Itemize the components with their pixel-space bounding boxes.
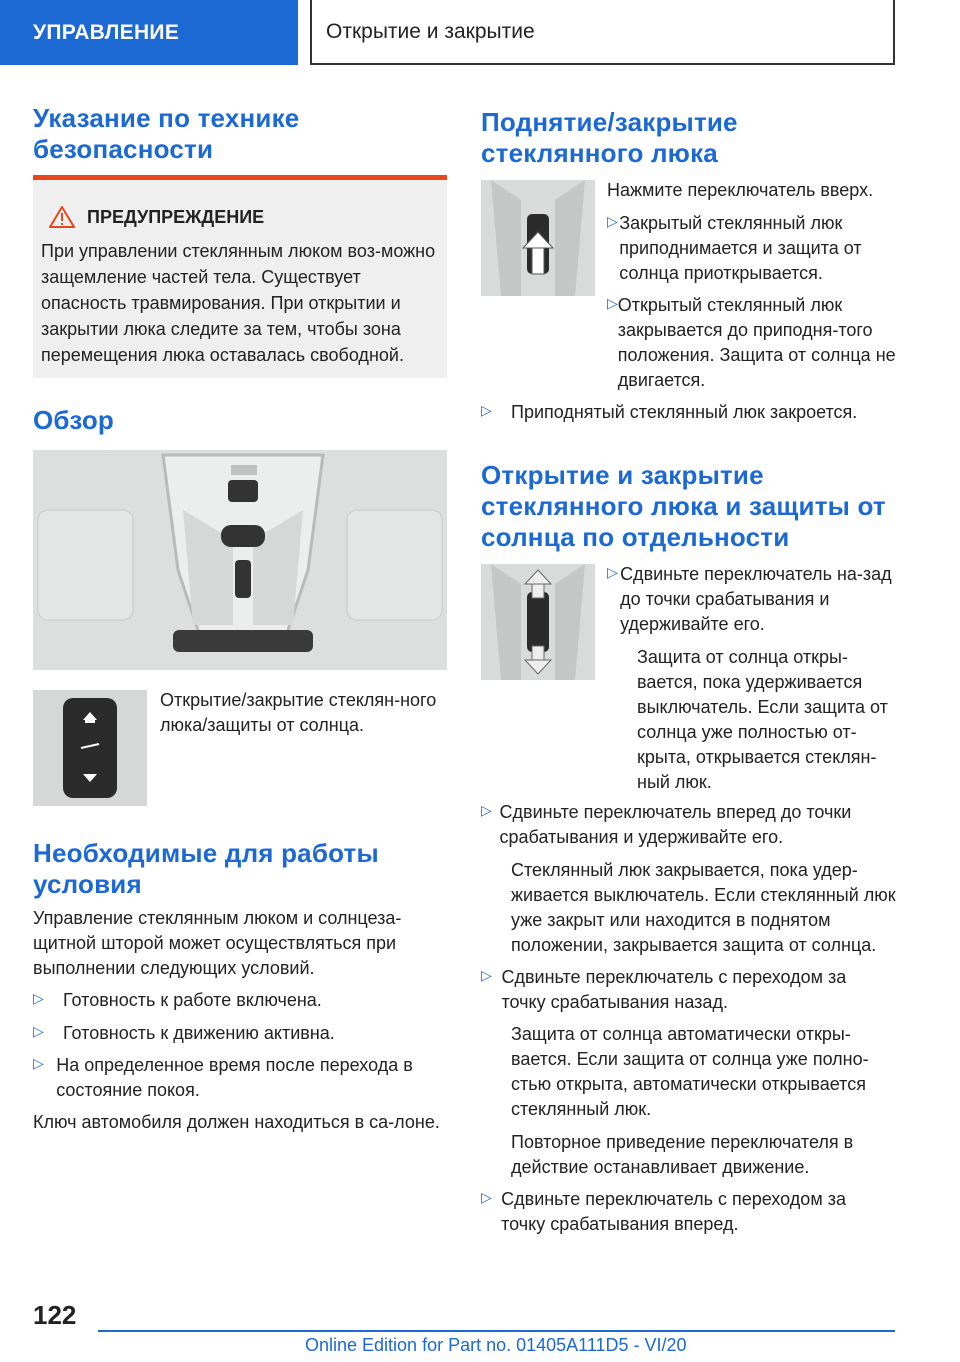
list-item xyxy=(481,965,895,1015)
bullet-triangle-icon: ▷ xyxy=(607,213,618,229)
overview-heading: Обзор xyxy=(33,405,114,435)
chapter-header xyxy=(312,0,895,65)
bullet-triangle-icon: ▷ xyxy=(607,295,618,311)
list-item-text: Сдвиньте переключатель на-зад до точки срабатывания и удерживайте его. xyxy=(620,564,892,634)
switch-slide-image xyxy=(481,564,595,680)
warning-header xyxy=(41,206,439,228)
edition-footer: Online Edition for Part no. 01405A111D5 - VI/20 xyxy=(305,1335,687,1355)
footer-rule xyxy=(98,1330,895,1332)
warning-triangle-icon xyxy=(49,206,75,228)
bullet-triangle-icon: ▷ xyxy=(33,1023,44,1039)
sep-item3-note2: Повторное приведение переключателя в действие останавливает движение. xyxy=(511,1132,854,1177)
list-item-text: Готовность к работе включена. xyxy=(63,990,322,1010)
list-item-text: На определенное время после перехода в состояние покоя. xyxy=(56,1055,413,1100)
safety-section xyxy=(33,103,447,165)
bullet-triangle-icon: ▷ xyxy=(33,1055,44,1071)
list-item-text: Открытый стеклянный люк закрывается до приподня-того положения. Защита от солнца не двигается. xyxy=(617,295,896,390)
list-item xyxy=(607,562,897,637)
bullet-triangle-icon: ▷ xyxy=(481,1189,492,1205)
sep-item3-note1: Защита от солнца автоматически откры-вается. Если защита от солнца уже полно-стью открыта, автоматически открывается стеклянный люк. xyxy=(511,1024,869,1119)
section-label: УПРАВЛЕНИЕ xyxy=(33,20,180,44)
section-tab xyxy=(0,0,298,65)
switch-image xyxy=(33,690,147,806)
list-item xyxy=(607,293,897,393)
overhead-console-image xyxy=(33,450,447,670)
separate-heading: Открытие и закрытие стеклянного люка и защиты от солнца по отдельности xyxy=(481,460,886,552)
page-number: 122 xyxy=(33,1300,77,1330)
list-item-text: Сдвиньте переключатель с переходом за точку срабатывания назад. xyxy=(501,967,847,1012)
list-item xyxy=(607,211,897,286)
list-item xyxy=(33,988,447,1013)
list-item xyxy=(33,1021,447,1046)
lift-heading: Поднятие/закрытие стеклянного люка xyxy=(481,107,738,168)
list-item xyxy=(481,1187,895,1237)
switch-caption: Открытие/закрытие стеклян-ного люка/защиты от солнца. xyxy=(160,690,437,735)
list-item xyxy=(481,400,895,425)
safety-heading: Указание по технике безопасности xyxy=(33,103,300,164)
chapter-label: Открытие и закрытие xyxy=(326,19,535,43)
list-item-text: Закрытый стеклянный люк приподнимается и защита от солнца приоткрывается. xyxy=(619,213,862,283)
warning-title: ПРЕДУПРЕЖДЕНИЕ xyxy=(87,206,265,227)
bullet-triangle-icon: ▷ xyxy=(481,402,492,418)
list-item-text: Приподнятый стеклянный люк закроется. xyxy=(511,402,858,422)
conditions-heading: Необходимые для работы условия xyxy=(33,838,379,899)
lift-intro: Нажмите переключатель вверх. xyxy=(607,180,874,200)
bullet-triangle-icon: ▷ xyxy=(481,802,492,818)
sep-item2-note: Стеклянный люк закрывается, пока удер-живается выключатель. Если стеклянный люк уже закрыт или находится в поднятом положении, закрывается защита от солнца. xyxy=(511,860,896,955)
bullet-triangle-icon: ▷ xyxy=(607,564,618,580)
key-note: Ключ автомобиля должен находиться в са-лоне. xyxy=(33,1112,440,1132)
bullet-triangle-icon: ▷ xyxy=(481,967,492,983)
switch-up-image xyxy=(481,180,595,296)
list-item-text: Сдвиньте переключатель с переходом за точку срабатывания вперед. xyxy=(501,1189,846,1234)
warning-box xyxy=(33,175,447,378)
list-item-text: Готовность к движению активна. xyxy=(63,1023,335,1043)
list-item-text: Сдвиньте переключатель вперед до точки срабатывания и удерживайте его. xyxy=(499,802,852,847)
conditions-text: Управление стеклянным люком и солнцеза-щитной шторой может осуществляться при выполнении следующих условий. xyxy=(33,908,402,978)
sep-item1-note: Защита от солнца откры-вается, пока удерживается выключатель. Если защита от солнца уже полностью от-крыта, открывается стеклян-ный люк. xyxy=(637,647,888,792)
warning-text: При управлении стеклянным люком воз-можно защемление частей тела. Существует опасность травмирования. При открытии и закрытии люка следите за тем, чтобы зона перемещения люка оставалась свободной. xyxy=(41,241,436,365)
bullet-triangle-icon: ▷ xyxy=(33,990,44,1006)
list-item xyxy=(33,1053,447,1103)
list-item xyxy=(481,800,895,850)
